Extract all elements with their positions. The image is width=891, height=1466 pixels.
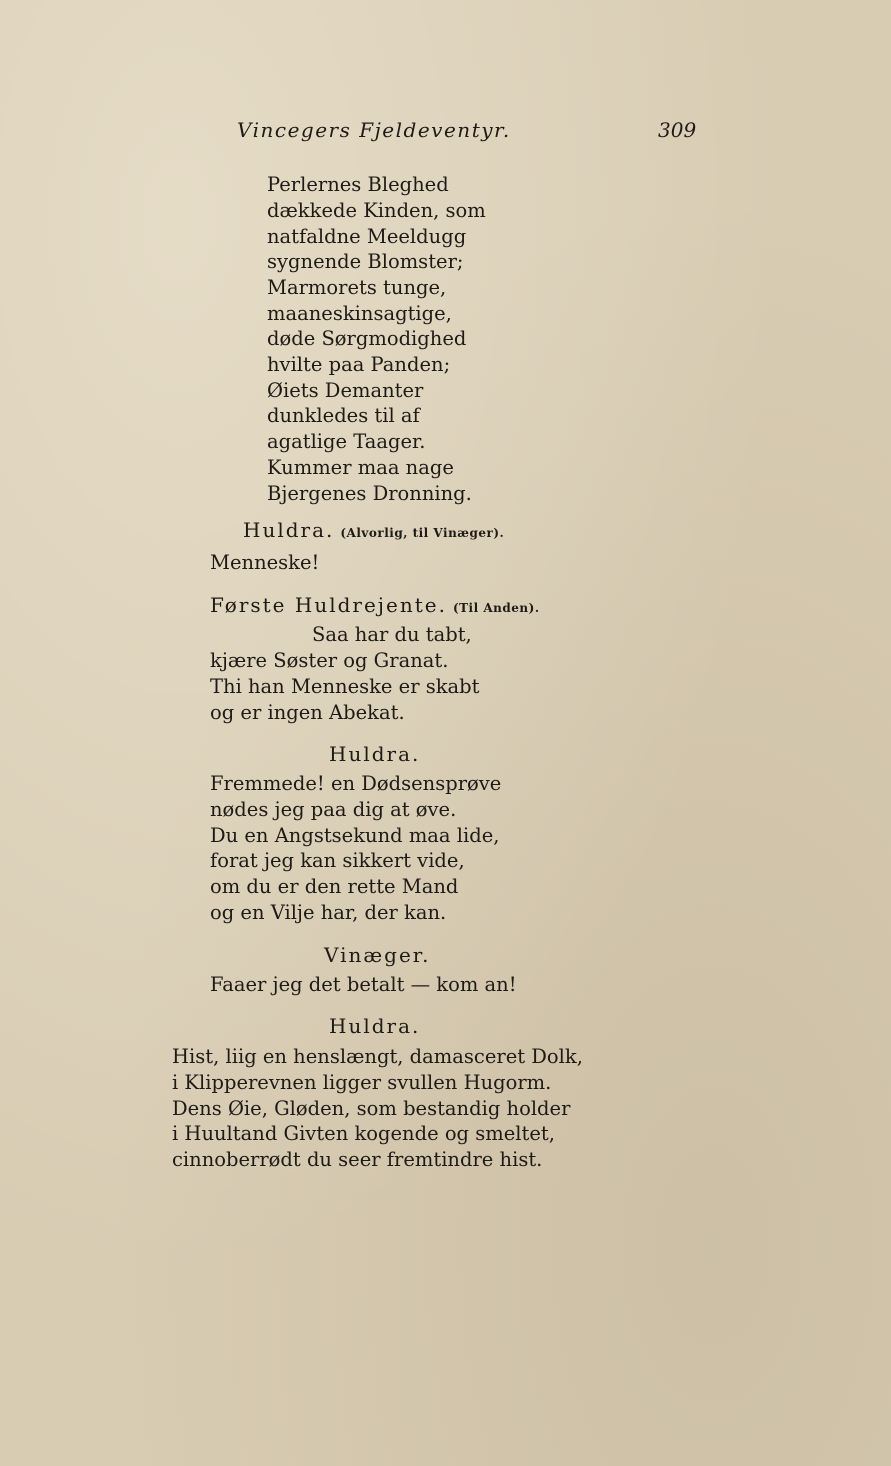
- stanza1-line: maaneskinsagtige,: [267, 302, 452, 325]
- stanza1-line: natfaldne Meeldugg: [267, 225, 467, 248]
- stage-direction: (Til Anden).: [452, 601, 540, 615]
- speaker-label: Første Huldrejente.: [210, 593, 447, 617]
- dialogue-line: nødes jeg paa dig at øve.: [210, 798, 457, 821]
- stanza1-line: agatlige Taager.: [267, 430, 426, 453]
- dialogue-line: i Huultand Givten kogende og smeltet,: [172, 1122, 555, 1145]
- stanza1-line: Kummer maa nage: [267, 456, 454, 479]
- dialogue-line: og er ingen Abekat.: [210, 701, 405, 724]
- stage-direction: (Alvorlig, til Vinæger).: [340, 526, 505, 540]
- dialogue-line: Faaer jeg det betalt — kom an!: [210, 973, 517, 996]
- stanza1-line: Marmorets tunge,: [267, 276, 447, 299]
- speaker-name: Huldra.: [329, 742, 421, 766]
- dialogue-line: forat jeg kan sikkert vide,: [210, 849, 465, 872]
- dialogue-line: om du er den rette Mand: [210, 875, 459, 898]
- stanza1-line: Øiets Demanter: [267, 379, 424, 402]
- stanza1-line: Bjergenes Dronning.: [267, 482, 472, 505]
- speaker-name: [210, 593, 540, 617]
- dialogue-line: Du en Angstsekund maa lide,: [210, 824, 500, 847]
- stanza1-line: døde Sørgmodighed: [267, 327, 467, 350]
- dialogue-line: Dens Øie, Gløden, som bestandig holder: [172, 1097, 571, 1120]
- dialogue-line: i Klipperevnen ligger svullen Hugorm.: [172, 1071, 552, 1094]
- stanza1-line: sygnende Blomster;: [267, 250, 464, 273]
- speaker-name: [243, 518, 504, 542]
- dialogue-line: Saa har du tabt,: [312, 623, 472, 646]
- dialogue-line: kjære Søster og Granat.: [210, 649, 449, 672]
- dialogue-line: cinnoberrødt du seer fremtindre hist.: [172, 1148, 543, 1171]
- running-header-title: Vincegers Fjeldeventyr.: [237, 118, 511, 142]
- speaker-name: Huldra.: [329, 1014, 421, 1038]
- stanza1-line: hvilte paa Panden;: [267, 353, 451, 376]
- dialogue-line: Fremmede! en Dødsensprøve: [210, 772, 502, 795]
- speaker-name: Vinæger.: [324, 943, 431, 967]
- speaker-label: Huldra.: [243, 518, 335, 542]
- stanza1-line: dunkledes til af: [267, 404, 420, 427]
- stanza1-line: dækkede Kinden, som: [267, 199, 486, 222]
- dialogue-line: Menneske!: [210, 551, 320, 574]
- page-number: 309: [658, 118, 697, 142]
- dialogue-line: og en Vilje har, der kan.: [210, 901, 447, 924]
- dialogue-line: Thi han Menneske er skabt: [210, 675, 480, 698]
- dialogue-line: Hist, liig en henslængt, damasceret Dolk,: [172, 1045, 583, 1068]
- stanza1-line: Perlernes Bleghed: [267, 173, 449, 196]
